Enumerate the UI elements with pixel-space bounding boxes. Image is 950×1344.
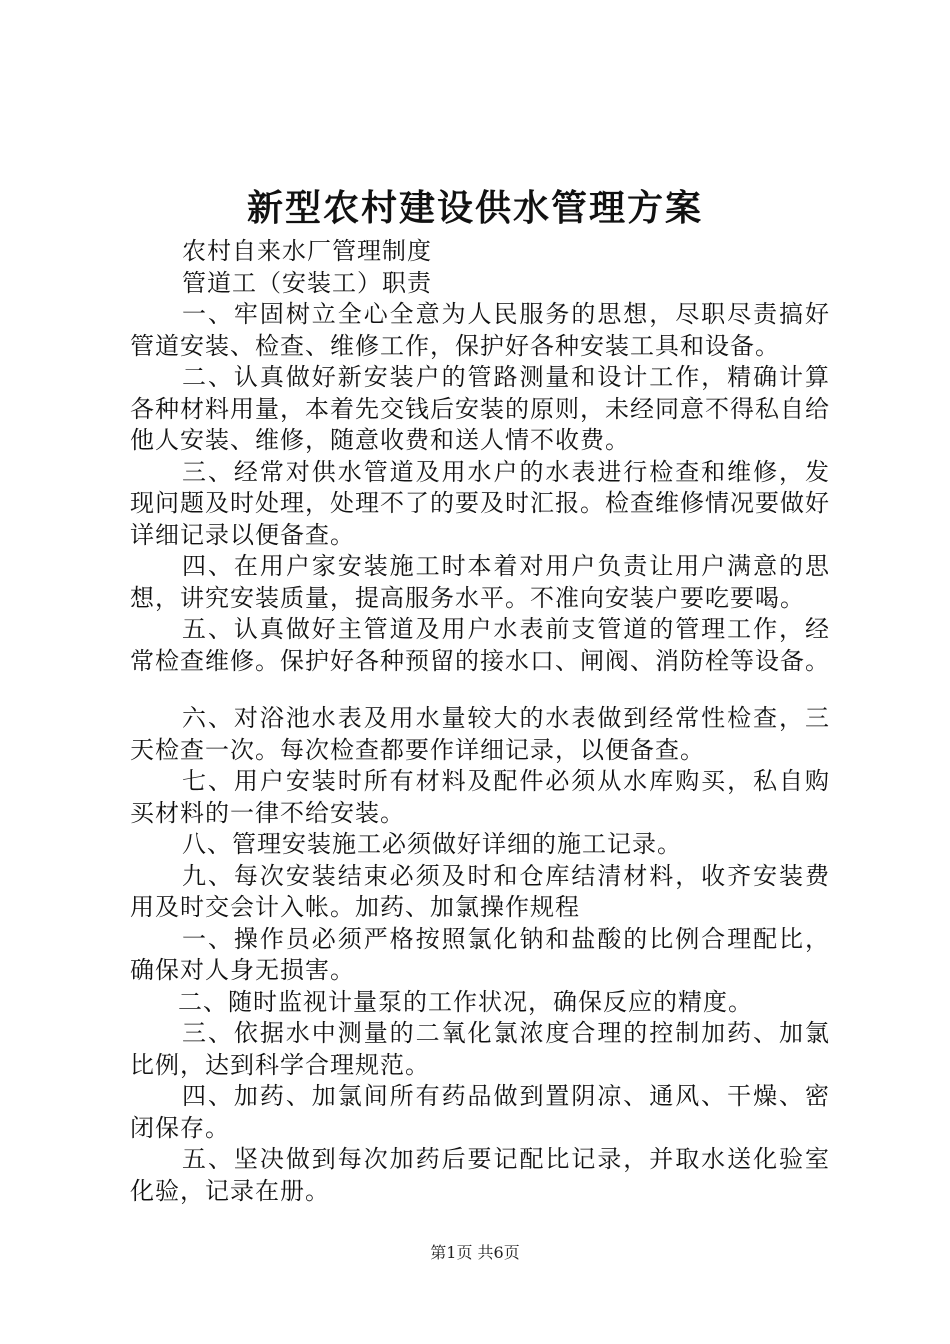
paragraph: 七、用户安装时所有材料及配件必须从水库购买，私自购买材料的一律不给安装。 (130, 767, 830, 827)
paragraph: 一、操作员必须严格按照氯化钠和盐酸的比例合理配比，确保对人身无损害。 (130, 924, 830, 984)
paragraph: 一、牢固树立全心全意为人民服务的思想，尽职尽责搞好管道安装、检查、维修工作，保护好各种安装工具和设备。 (130, 300, 830, 360)
paragraph: 四、加药、加氯间所有药品做到置阴凉、通风、干燥、密闭保存。 (130, 1082, 830, 1142)
paragraph: 五、认真做好主管道及用户水表前支管道的管理工作，经常检查维修。保护好各种预留的接水口、闸阀、消防栓等设备。 (130, 615, 830, 675)
paragraph: 九、每次安装结束必须及时和仓库结清材料，收齐安装费用及时交会计入帐。加药、加氯操作规程 (130, 861, 830, 921)
paragraph: 八、管理安装施工必须做好详细的施工记录。 (182, 830, 682, 858)
paragraph: 三、依据水中测量的二氧化氯浓度合理的控制加药、加氯比例，达到科学合理规范。 (130, 1019, 830, 1079)
paragraph: 二、随时监视计量泵的工作状况，确保反应的精度。 (178, 987, 753, 1016)
paragraph: 四、在用户家安装施工时本着对用户负责让用户满意的思想，讲究安装质量，提高服务水平。不准向安装户要吃要喝。 (130, 552, 830, 612)
paragraph: 五、坚决做到每次加药后要记配比记录，并取水送化验室化验，记录在册。 (130, 1145, 830, 1205)
paragraph: 六、对浴池水表及用水量较大的水表做到经常性检查，三天检查一次。每次检查都要作详细记录，以便备查。 (130, 704, 830, 764)
document-body (130, 236, 830, 1207)
page-number: 第1页 共6页 (430, 1243, 520, 1262)
paragraph: 管道工（安装工）职责 (182, 268, 432, 297)
paragraph: 农村自来水厂管理制度 (182, 237, 432, 265)
paragraph-spacer (130, 677, 830, 703)
paragraph: 三、经常对供水管道及用水户的水表进行检查和维修，发现问题及时处理，处理不了的要及时汇报。检查维修情况要做好详细记录以便备查。 (130, 457, 830, 549)
paragraph: 二、认真做好新安装户的管路测量和设计工作，精确计算各种材料用量，本着先交钱后安装的原则，未经同意不得私自给他人安装、维修，随意收费和送人情不收费。 (130, 363, 830, 454)
document-title: 新型农村建设供水管理方案 (246, 187, 703, 229)
